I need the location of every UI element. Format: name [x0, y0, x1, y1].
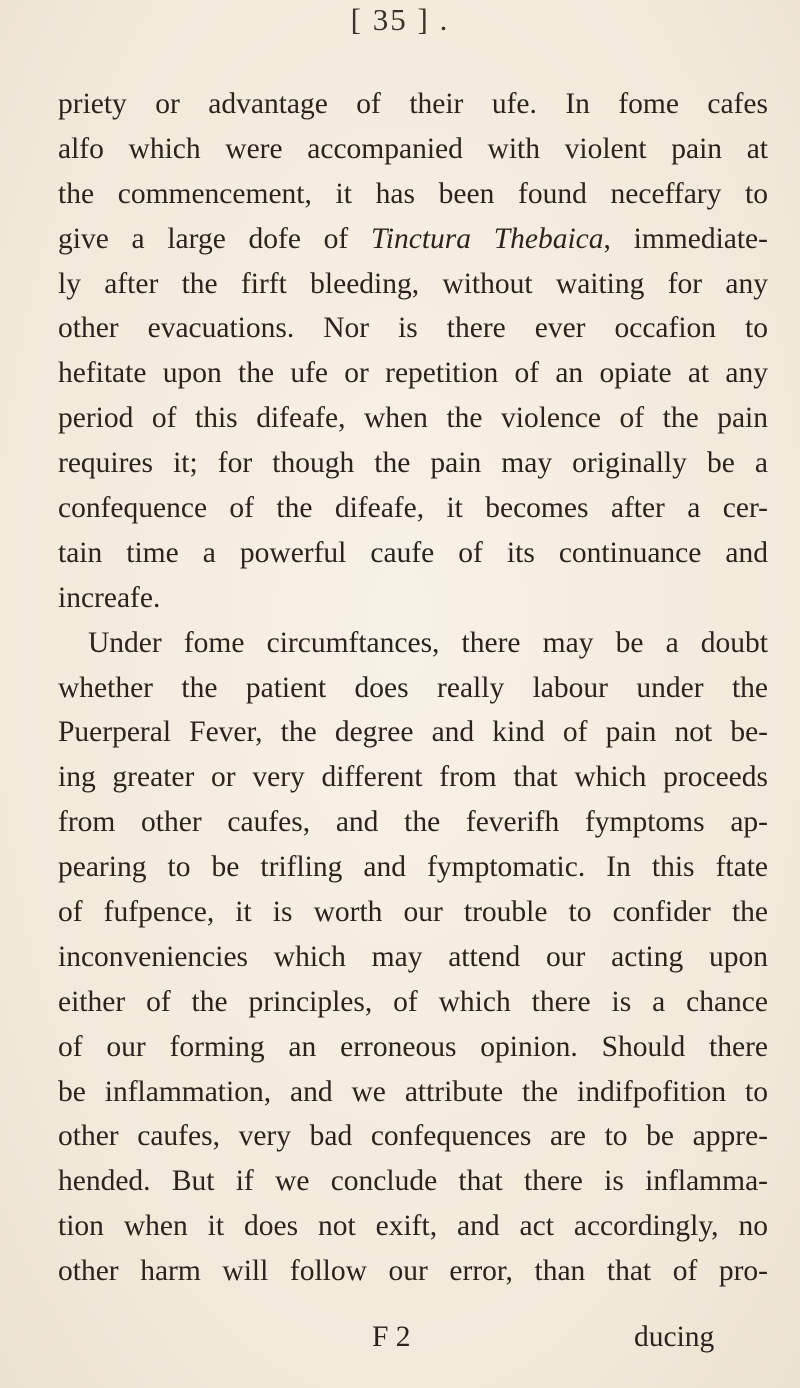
page-footer	[0, 1315, 800, 1359]
text-line: tain time a powerful caufe of its continuance and	[58, 536, 768, 569]
text-line: period of this difeafe, when the violence of the pain	[58, 402, 768, 435]
text-line: increafe.	[58, 581, 161, 614]
text-line: other harm will follow our error, than that of pro-	[58, 1255, 768, 1288]
text-line: pearing to be trifling and fymptomatic. In this ftate	[58, 851, 768, 884]
text-line: of our forming an erroneous opinion. Should there	[58, 1030, 768, 1063]
text-line: hefitate upon the ufe or repetition of an opiate at any	[58, 357, 768, 390]
text-line: ly after the firft bleeding, without waiting for any	[58, 267, 768, 300]
text-line: confequence of the difeafe, it becomes after a cer-	[58, 492, 768, 525]
text-line: the commencement, it has been found neceffary to	[58, 177, 768, 210]
text-line: ing greater or very different from that which proceeds	[58, 761, 768, 794]
text-line: be inflammation, and we attribute the indifpofition to	[58, 1075, 768, 1108]
text-line: whether the patient does really labour under the	[58, 671, 768, 704]
signature-mark: F 2	[372, 1321, 411, 1353]
text-line: alfo which were accompanied with violent pain at	[58, 132, 768, 165]
latin-term: Tinctura Thebaica	[371, 222, 604, 255]
text-line: either of the principles, of which there is a chance	[58, 985, 768, 1018]
text-line: Puerperal Fever, the degree and kind of pain not be-	[58, 716, 768, 749]
text-line: other evacuations. Nor is there ever occafion to	[58, 312, 768, 345]
text-line: of fufpence, it is worth our trouble to confider the	[58, 896, 768, 929]
body-text	[58, 82, 768, 1294]
text-line: requires it; for though the pain may originally be a	[58, 447, 768, 480]
page-number: [ 35 ] .	[350, 2, 450, 37]
text-line: from other caufes, and the feverifh fymptoms ap-	[58, 806, 768, 839]
text-line: other caufes, very bad confequences are to be appre-	[58, 1120, 768, 1153]
paragraph-start-line: Under fome circumftances, there may be a doubt	[88, 626, 768, 659]
text-line: give a large dofe of Tinctura Thebaica, immediate-	[58, 222, 768, 255]
text-line: hended. But if we conclude that there is inflamma-	[58, 1165, 768, 1198]
text-line: priety or advantage of their ufe. In fome cafes	[58, 88, 768, 120]
text-line: inconveniencies which may attend our acting upon	[58, 940, 768, 973]
catchword: ducing	[634, 1321, 715, 1353]
text-line: tion when it does not exift, and act accordingly, no	[58, 1210, 768, 1243]
